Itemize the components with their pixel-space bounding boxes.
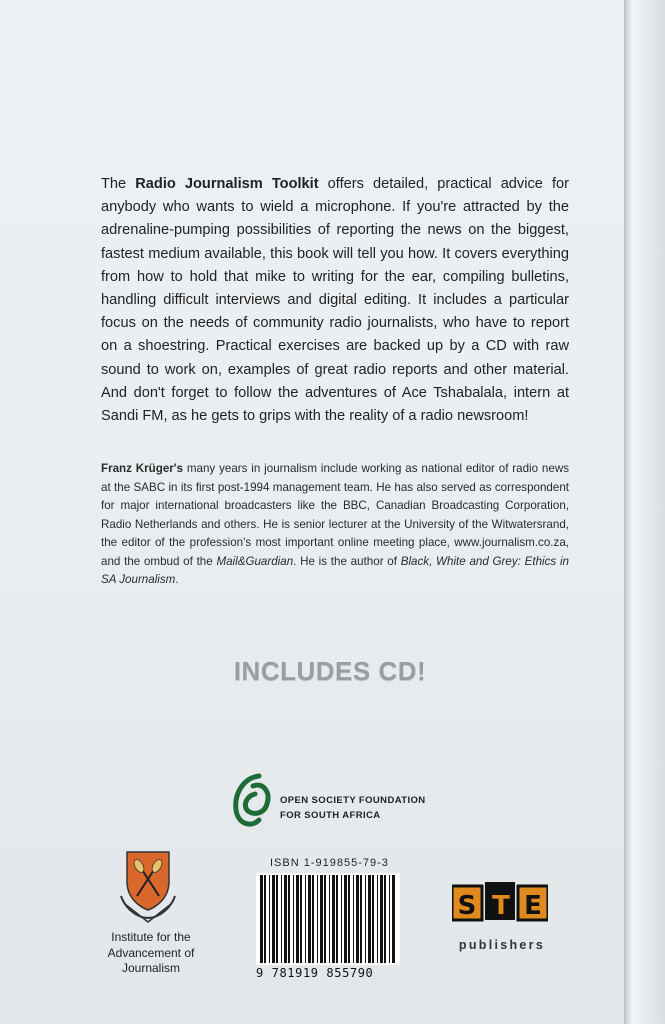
iaj-crest-icon [115,848,181,926]
barcode-bar [324,875,326,963]
barcode-bar [372,875,374,963]
ste-letter-e: E [524,891,542,921]
barcode-bar [284,875,287,963]
barcode-bar [296,875,299,963]
barcode-digits: 9 781919 855790 [256,966,374,980]
barcode-bar [305,875,306,963]
author-other-book: Black, White and Grey: Ethics in SA Journalism [101,554,569,586]
includes-cd-banner: INCLUDES CD! [233,656,427,686]
barcode-bar [380,875,383,963]
barcode-bar [348,875,350,963]
isbn-barcode [256,873,400,965]
barcode-bar [365,875,366,963]
book-blurb: The Radio Journalism Toolkit offers detailed, practical advice for anybody who wants to wield a microphone. If you're attracted by the adrenaline-pumping possibilities of reporting the news on the biggest, fastest medium available, this book will tell you how. It covers everything from how to hold that mike to writing for the ear, compiling bulletins, handling difficult interviews and digital editing. It includes a particular focus on the needs of community radio journalists, who have to report on a shoestring. Practical exercises are backed up by a CD with raw sound to work on, examples of great radio reports and other material. And don't forget to follow the adventures of Ace Tshabalala, intern at Sandi FM, as he gets to grips with the reality of a radio newsroom! [101,176,569,425]
ste-letter-t: T [492,891,510,921]
isbn-label: ISBN 1-919855-79-3 [270,857,389,869]
book-title: Radio Journalism Toolkit [135,176,319,192]
barcode-bar [276,875,278,963]
barcode-bar [308,875,311,963]
barcode-bar [293,875,294,963]
barcode-bar [281,875,282,963]
barcode-bar [389,875,390,963]
barcode-bar [368,875,371,963]
ste-letter-s: S [457,891,477,921]
barcode-bar [384,875,386,963]
barcode-bar [288,875,290,963]
barcode-bar [312,875,314,963]
barcode-bar [317,875,318,963]
book-spine-edge [624,0,665,1024]
barcode-bar [264,875,266,963]
publisher-name: publishers [458,938,546,952]
barcode-bar [377,875,378,963]
barcode-bar [344,875,347,963]
barcode-bar [353,875,354,963]
barcode-bar [300,875,302,963]
barcode-bar [272,875,275,963]
barcode-bar [332,875,335,963]
barcode-bar [336,875,338,963]
ste-publishers-logo-icon [452,882,548,922]
barcode-bar [320,875,323,963]
barcode-bar [260,875,263,963]
barcode-bar [269,875,270,963]
osf-name: OPEN SOCIETY FOUNDATION FOR SOUTH AFRICA [280,795,426,821]
author-bio: Franz Krüger's many years in journalism include working as national editor of radio news at the SABC in its first post-1994 management team. He has also served as correspondent for major international broadcasters like the BBC, Canadian Broadcasting Corporation, Radio Netherlands and others. He is senior lecturer at the University of the Witwatersrand, the editor of the profession's most important online meeting place, www.journalism.co.za, and the ombud of the Mail&Guardian. He is the author of Black, White and Grey: Ethics in SA Journalism. [101,462,569,586]
author-name: Franz Krüger's [101,462,183,475]
barcode-bar [329,875,330,963]
barcode-bar [341,875,342,963]
barcode-bar [356,875,359,963]
iaj-name: Institute for the Advancement of Journalism [107,930,195,975]
barcode-bar [360,875,362,963]
osf-logo-icon [229,770,277,830]
barcode-bar [392,875,395,963]
